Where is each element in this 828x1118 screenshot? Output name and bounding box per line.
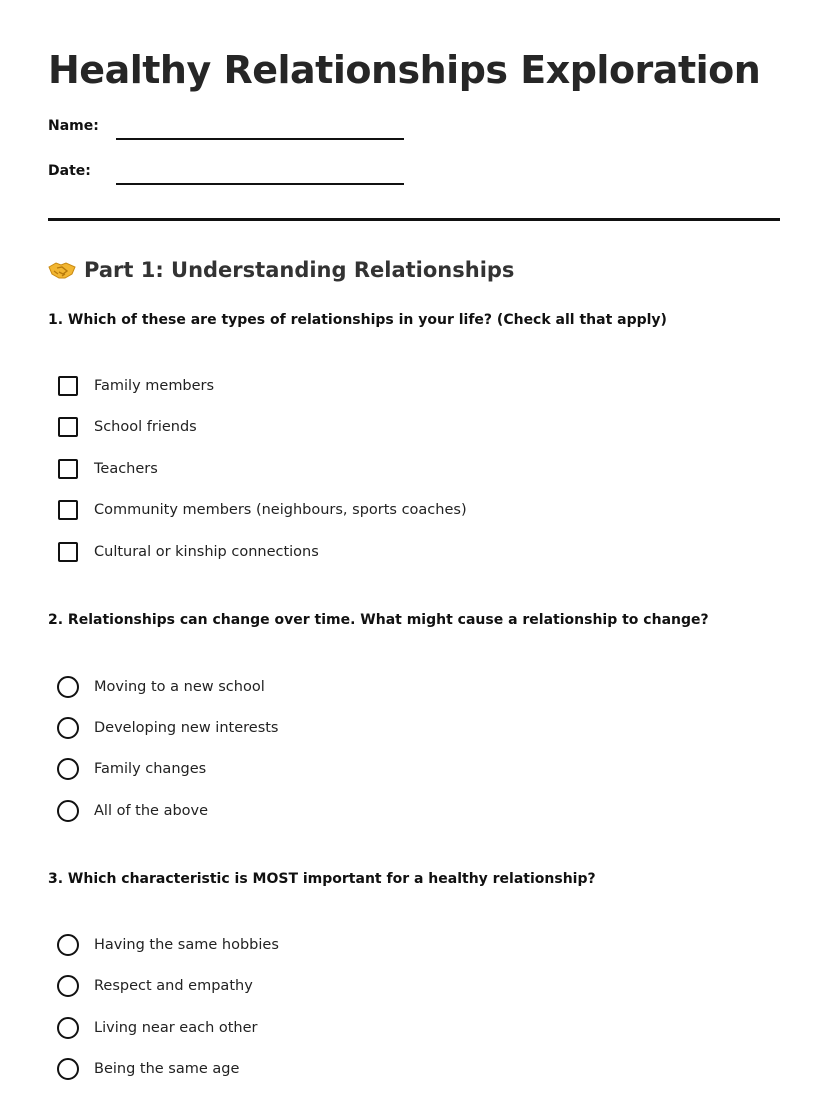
option-label: School friends bbox=[94, 419, 197, 435]
name-label: Name: bbox=[48, 118, 99, 134]
radio-button[interactable] bbox=[57, 975, 79, 997]
question-3: 3. Which characteristic is MOST important for a healthy relationship? bbox=[48, 871, 596, 887]
date-label: Date: bbox=[48, 163, 91, 179]
radio-button[interactable] bbox=[57, 800, 79, 822]
option-family-changes[interactable] bbox=[58, 757, 206, 781]
name-field[interactable] bbox=[116, 138, 404, 140]
option-label: Respect and empathy bbox=[94, 978, 253, 994]
handshake-icon bbox=[48, 259, 76, 281]
option-label: Having the same hobbies bbox=[94, 937, 279, 953]
radio-button[interactable] bbox=[57, 676, 79, 698]
option-community-members[interactable] bbox=[58, 498, 467, 522]
header-divider bbox=[48, 218, 780, 221]
date-field[interactable] bbox=[116, 183, 404, 185]
option-same-hobbies[interactable] bbox=[58, 933, 279, 957]
option-label: Family members bbox=[94, 378, 215, 394]
option-label: All of the above bbox=[94, 803, 209, 819]
checkbox[interactable] bbox=[58, 459, 78, 479]
name-field-row bbox=[48, 118, 408, 142]
option-label: Cultural or kinship connections bbox=[94, 544, 319, 560]
radio-button[interactable] bbox=[57, 934, 79, 956]
option-moving-school[interactable] bbox=[58, 675, 265, 699]
option-label: Developing new interests bbox=[94, 720, 279, 736]
option-label: Moving to a new school bbox=[94, 679, 265, 695]
option-all-of-above[interactable] bbox=[58, 799, 208, 823]
radio-button[interactable] bbox=[57, 717, 79, 739]
question-1: 1. Which of these are types of relationships in your life? (Check all that apply) bbox=[48, 312, 667, 328]
page-title: Healthy Relationships Exploration bbox=[48, 48, 761, 92]
option-label: Family changes bbox=[94, 761, 207, 777]
date-field-row bbox=[48, 163, 408, 187]
checkbox[interactable] bbox=[58, 500, 78, 520]
option-teachers[interactable] bbox=[58, 457, 158, 481]
option-cultural-connections[interactable] bbox=[58, 540, 319, 564]
radio-button[interactable] bbox=[57, 1017, 79, 1039]
question-2: 2. Relationships can change over time. What might cause a relationship to change? bbox=[48, 612, 709, 628]
option-family-members[interactable] bbox=[58, 374, 214, 398]
option-school-friends[interactable] bbox=[58, 415, 197, 439]
radio-button[interactable] bbox=[57, 758, 79, 780]
section-title bbox=[48, 258, 514, 282]
radio-button[interactable] bbox=[57, 1058, 79, 1080]
option-respect-empathy[interactable] bbox=[58, 974, 253, 998]
option-label: Living near each other bbox=[94, 1020, 258, 1036]
option-label: Being the same age bbox=[94, 1061, 240, 1077]
option-label: Community members (neighbours, sports coaches) bbox=[94, 502, 467, 518]
option-living-near[interactable] bbox=[58, 1016, 258, 1040]
option-label: Teachers bbox=[94, 461, 158, 477]
section-title-text: Part 1: Understanding Relationships bbox=[84, 258, 515, 282]
checkbox[interactable] bbox=[58, 542, 78, 562]
checkbox[interactable] bbox=[58, 417, 78, 437]
option-same-age[interactable] bbox=[58, 1057, 239, 1081]
option-new-interests[interactable] bbox=[58, 716, 279, 740]
checkbox[interactable] bbox=[58, 376, 78, 396]
